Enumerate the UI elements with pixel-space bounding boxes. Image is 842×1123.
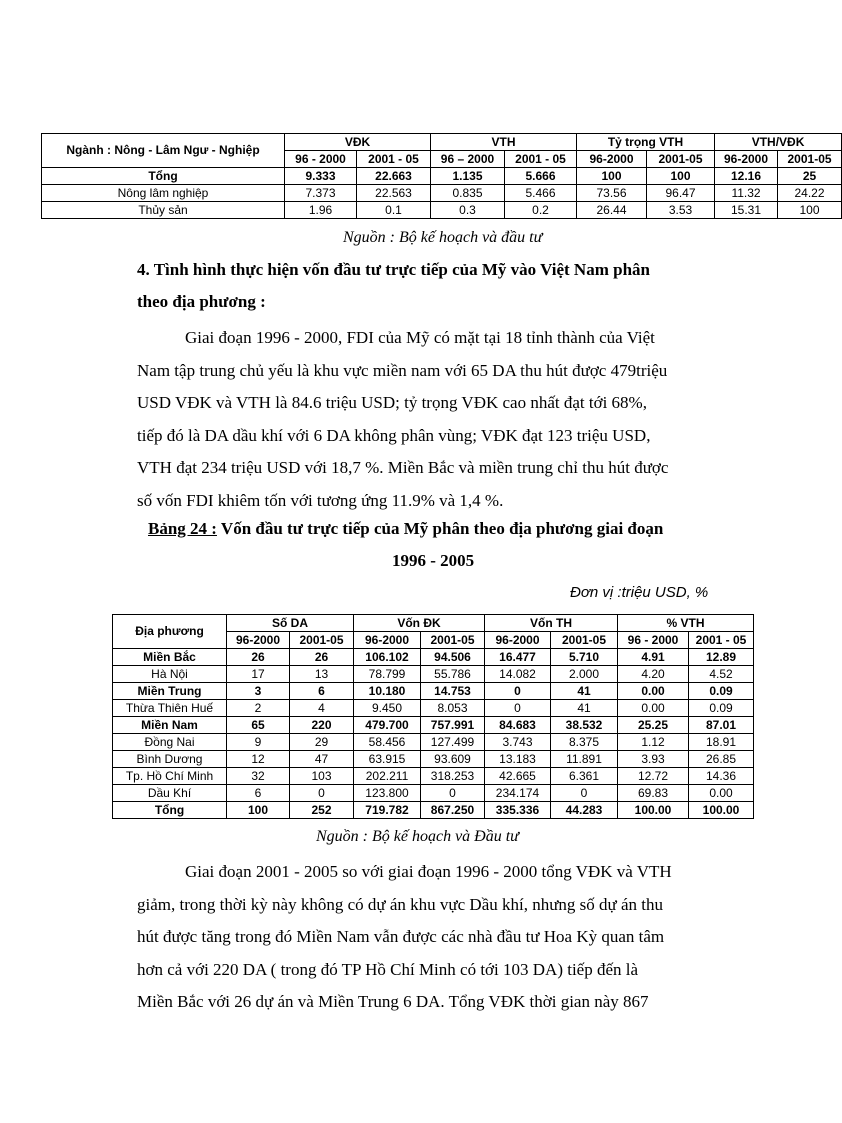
paragraph-line: Giai đoạn 1996 - 2000, FDI của Mỹ có mặt tại 18 tỉnh thành của Việt	[185, 328, 655, 347]
table-cell: 63.915	[354, 751, 421, 768]
table-row	[42, 202, 842, 219]
subheader-cell: 96-2000	[715, 151, 778, 168]
fdi-sector-table-grid	[41, 133, 842, 219]
table-cell: 3.743	[485, 734, 551, 751]
table-cell: 8.053	[421, 700, 485, 717]
table-cell: 24.22	[778, 185, 842, 202]
table-cell: 2	[227, 700, 290, 717]
table-cell: 3.93	[618, 751, 689, 768]
table-row	[42, 168, 842, 185]
table-cell: 17	[227, 666, 290, 683]
table-cell: 22.663	[357, 168, 431, 185]
table-cell: 1.12	[618, 734, 689, 751]
table-cell: 0.1	[357, 202, 431, 219]
table-cell: 87.01	[689, 717, 754, 734]
table-row	[113, 700, 754, 717]
table-cell: 100	[778, 202, 842, 219]
table-cell: 0.2	[505, 202, 577, 219]
table-cell: 32	[227, 768, 290, 785]
table-cell: 69.83	[618, 785, 689, 802]
table-cell: 0	[485, 683, 551, 700]
table-cell: 16.477	[485, 649, 551, 666]
paragraph-line: USD VĐK và VTH là 84.6 triệu USD; tỷ trọng VĐK cao nhất đạt tới 68%,	[137, 393, 647, 412]
table-cell: 0.00	[618, 683, 689, 700]
table-cell: 29	[290, 734, 354, 751]
header-group: VĐK	[285, 134, 431, 151]
table-cell: 6.361	[551, 768, 618, 785]
header-region: Địa phương	[113, 615, 227, 649]
table-cell: 94.506	[421, 649, 485, 666]
table-cell: 41	[551, 683, 618, 700]
table-row	[113, 717, 754, 734]
table2-caption-label: Bảng 24 :	[148, 519, 217, 538]
table-cell: 4.20	[618, 666, 689, 683]
section-heading-line2: theo địa phương :	[137, 292, 266, 311]
table-cell: 106.102	[354, 649, 421, 666]
header-sector: Ngành : Nông - Lâm Ngư - Nghiệp	[42, 134, 285, 168]
table-cell: 252	[290, 802, 354, 819]
table-cell: 5.710	[551, 649, 618, 666]
subheader-cell: 2001 - 05	[357, 151, 431, 168]
table-cell: 100	[577, 168, 647, 185]
table-cell: 25.25	[618, 717, 689, 734]
paragraph-line: Miền Bắc với 26 dự án và Miền Trung 6 DA. Tổng VĐK thời gian này 867	[137, 992, 649, 1011]
subheader-cell: 96-2000	[354, 632, 421, 649]
table-cell: 3	[227, 683, 290, 700]
table-row	[113, 768, 754, 785]
table-cell: 15.31	[715, 202, 778, 219]
table-cell: 6	[227, 785, 290, 802]
paragraph-line: giảm, trong thời kỳ này không có dự án khu vực Dầu khí, nhưng số dự án thu	[137, 894, 664, 914]
table-cell: 12.89	[689, 649, 754, 666]
table-cell: 14.36	[689, 768, 754, 785]
header-group: VTH/VĐK	[715, 134, 842, 151]
table-cell: 38.532	[551, 717, 618, 734]
subheader-cell: 2001 - 05	[689, 632, 754, 649]
table-cell: 202.211	[354, 768, 421, 785]
table-cell: 26	[227, 649, 290, 666]
table-cell: 123.800	[354, 785, 421, 802]
table-row	[113, 751, 754, 768]
paragraph-line: VTH đạt 234 triệu USD với 18,7 %. Miền Bắc và miền trung chỉ thu hút được	[137, 458, 669, 477]
table-header-row	[113, 615, 754, 632]
table-cell: 12.72	[618, 768, 689, 785]
table-cell: 719.782	[354, 802, 421, 819]
table-cell: 0.09	[689, 683, 754, 700]
subheader-cell: 96 - 2000	[618, 632, 689, 649]
fdi-sector-table	[41, 133, 832, 226]
row-label: Bình Dương	[113, 751, 227, 768]
table-cell: 0.09	[689, 700, 754, 717]
table-cell: 25	[778, 168, 842, 185]
table2-caption-text: Vốn đầu tư trực tiếp của Mỹ phân theo địa phương giai đoạn	[216, 519, 664, 538]
table-cell: 9.333	[285, 168, 357, 185]
subheader-cell: 2001-05	[290, 632, 354, 649]
table-cell: 4.52	[689, 666, 754, 683]
row-label: Miền Trung	[113, 683, 227, 700]
subheader-cell: 2001-05	[551, 632, 618, 649]
paragraph-line: Nam tập trung chủ yếu là khu vực miền nam với 65 DA thu hút được 479triệu	[137, 360, 668, 380]
table-cell: 100	[227, 802, 290, 819]
table-cell: 11.32	[715, 185, 778, 202]
table-cell: 318.253	[421, 768, 485, 785]
header-group: Số DA	[227, 615, 354, 632]
table-cell: 0	[551, 785, 618, 802]
table-cell: 84.683	[485, 717, 551, 734]
row-label: Nông lâm nghiệp	[42, 185, 285, 202]
subheader-cell: 96 – 2000	[431, 151, 505, 168]
table-row	[42, 185, 842, 202]
table-header-row	[42, 134, 842, 151]
table-row	[113, 734, 754, 751]
table-cell: 9.450	[354, 700, 421, 717]
subheader-cell: 2001 - 05	[505, 151, 577, 168]
row-label: Tp. Hồ Chí Minh	[113, 768, 227, 785]
table-cell: 0.00	[689, 785, 754, 802]
fdi-region-table-body	[113, 649, 754, 819]
row-label: Miền Bắc	[113, 649, 227, 666]
table-cell: 47	[290, 751, 354, 768]
table-row	[113, 649, 754, 666]
paragraph-line: Giai đoạn 2001 - 2005 so với giai đoạn 1996 - 2000 tổng VĐK và VTH	[185, 862, 672, 881]
table-cell: 100.00	[689, 802, 754, 819]
table2-unit: Đơn vị :triệu USD, %	[570, 584, 709, 601]
table2-caption	[148, 519, 663, 539]
table-cell: 18.91	[689, 734, 754, 751]
table-cell: 12	[227, 751, 290, 768]
table1-source: Nguồn : Bộ kế hoạch và đầu tư	[343, 229, 543, 246]
subheader-cell: 96-2000	[485, 632, 551, 649]
table-cell: 6	[290, 683, 354, 700]
table-cell: 100.00	[618, 802, 689, 819]
row-label: Tổng	[42, 168, 285, 185]
row-label: Đồng Nai	[113, 734, 227, 751]
table-cell: 73.56	[577, 185, 647, 202]
table-cell: 12.16	[715, 168, 778, 185]
table-row	[113, 802, 754, 819]
table-row	[113, 666, 754, 683]
fdi-region-table	[112, 614, 754, 819]
paragraph-line: hơn cả với 220 DA ( trong đó TP Hồ Chí Minh có tới 103 DA) tiếp đến là	[137, 959, 639, 979]
row-label: Tổng	[113, 802, 227, 819]
subheader-cell: 2001-05	[778, 151, 842, 168]
subheader-cell: 2001-05	[647, 151, 715, 168]
table-cell: 58.456	[354, 734, 421, 751]
table-cell: 11.891	[551, 751, 618, 768]
table-cell: 0.00	[618, 700, 689, 717]
table2-caption-line2: 1996 - 2005	[392, 551, 475, 570]
table-cell: 5.666	[505, 168, 577, 185]
subheader-cell: 96-2000	[227, 632, 290, 649]
row-label: Hà Nội	[113, 666, 227, 683]
table-cell: 55.786	[421, 666, 485, 683]
table-cell: 127.499	[421, 734, 485, 751]
table-cell: 8.375	[551, 734, 618, 751]
table-cell: 13	[290, 666, 354, 683]
table-cell: 44.283	[551, 802, 618, 819]
table-cell: 0.3	[431, 202, 505, 219]
table-cell: 100	[647, 168, 715, 185]
table-cell: 13.183	[485, 751, 551, 768]
header-group: Vốn TH	[485, 615, 618, 632]
header-group: Tỷ trọng VTH	[577, 134, 715, 151]
subheader-cell: 96 - 2000	[285, 151, 357, 168]
table-cell: 757.991	[421, 717, 485, 734]
header-group: VTH	[431, 134, 577, 151]
table2-source: Nguồn : Bộ kế hoạch và Đầu tư	[316, 828, 519, 845]
paragraph-line: tiếp đó là DA dầu khí với 6 DA không phân vùng; VĐK đạt 123 triệu USD,	[137, 425, 651, 445]
table-row	[113, 683, 754, 700]
table-cell: 5.466	[505, 185, 577, 202]
table-cell: 234.174	[485, 785, 551, 802]
table-cell: 22.563	[357, 185, 431, 202]
table-cell: 26	[290, 649, 354, 666]
header-group: Vốn ĐK	[354, 615, 485, 632]
table-cell: 14.753	[421, 683, 485, 700]
row-label: Dầu Khí	[113, 785, 227, 802]
table-cell: 78.799	[354, 666, 421, 683]
table-cell: 3.53	[647, 202, 715, 219]
row-label: Thủy sản	[42, 202, 285, 219]
table-cell: 103	[290, 768, 354, 785]
table-cell: 0.835	[431, 185, 505, 202]
header-group: % VTH	[618, 615, 754, 632]
paragraph-line: số vốn FDI khiêm tốn với tương ứng 11.9% và 1,4 %.	[137, 490, 504, 510]
table-cell: 7.373	[285, 185, 357, 202]
table-cell: 65	[227, 717, 290, 734]
table-cell: 26.85	[689, 751, 754, 768]
subheader-cell: 2001-05	[421, 632, 485, 649]
table-cell: 14.082	[485, 666, 551, 683]
table-cell: 867.250	[421, 802, 485, 819]
table-row	[113, 785, 754, 802]
table-cell: 42.665	[485, 768, 551, 785]
table-cell: 1.135	[431, 168, 505, 185]
section-heading-line1: 4. Tình hình thực hiện vốn đầu tư trực tiếp của Mỹ vào Việt Nam phân	[137, 260, 650, 279]
table-cell: 335.336	[485, 802, 551, 819]
table-cell: 93.609	[421, 751, 485, 768]
table-cell: 220	[290, 717, 354, 734]
table-cell: 96.47	[647, 185, 715, 202]
table-cell: 26.44	[577, 202, 647, 219]
table-cell: 0	[421, 785, 485, 802]
subheader-cell: 96-2000	[577, 151, 647, 168]
table-cell: 4.91	[618, 649, 689, 666]
table-cell: 10.180	[354, 683, 421, 700]
table-cell: 479.700	[354, 717, 421, 734]
row-label: Miền Nam	[113, 717, 227, 734]
table-cell: 4	[290, 700, 354, 717]
fdi-sector-table-body	[42, 168, 842, 219]
table-cell: 2.000	[551, 666, 618, 683]
table-cell: 1.96	[285, 202, 357, 219]
table-cell: 0	[485, 700, 551, 717]
paragraph-line: hút được tăng trong đó Miền Nam vẫn được các nhà đầu tư Hoa Kỳ quan tâm	[137, 927, 665, 946]
row-label: Thừa Thiên Huế	[113, 700, 227, 717]
table-cell: 41	[551, 700, 618, 717]
table-cell: 0	[290, 785, 354, 802]
table-cell: 9	[227, 734, 290, 751]
